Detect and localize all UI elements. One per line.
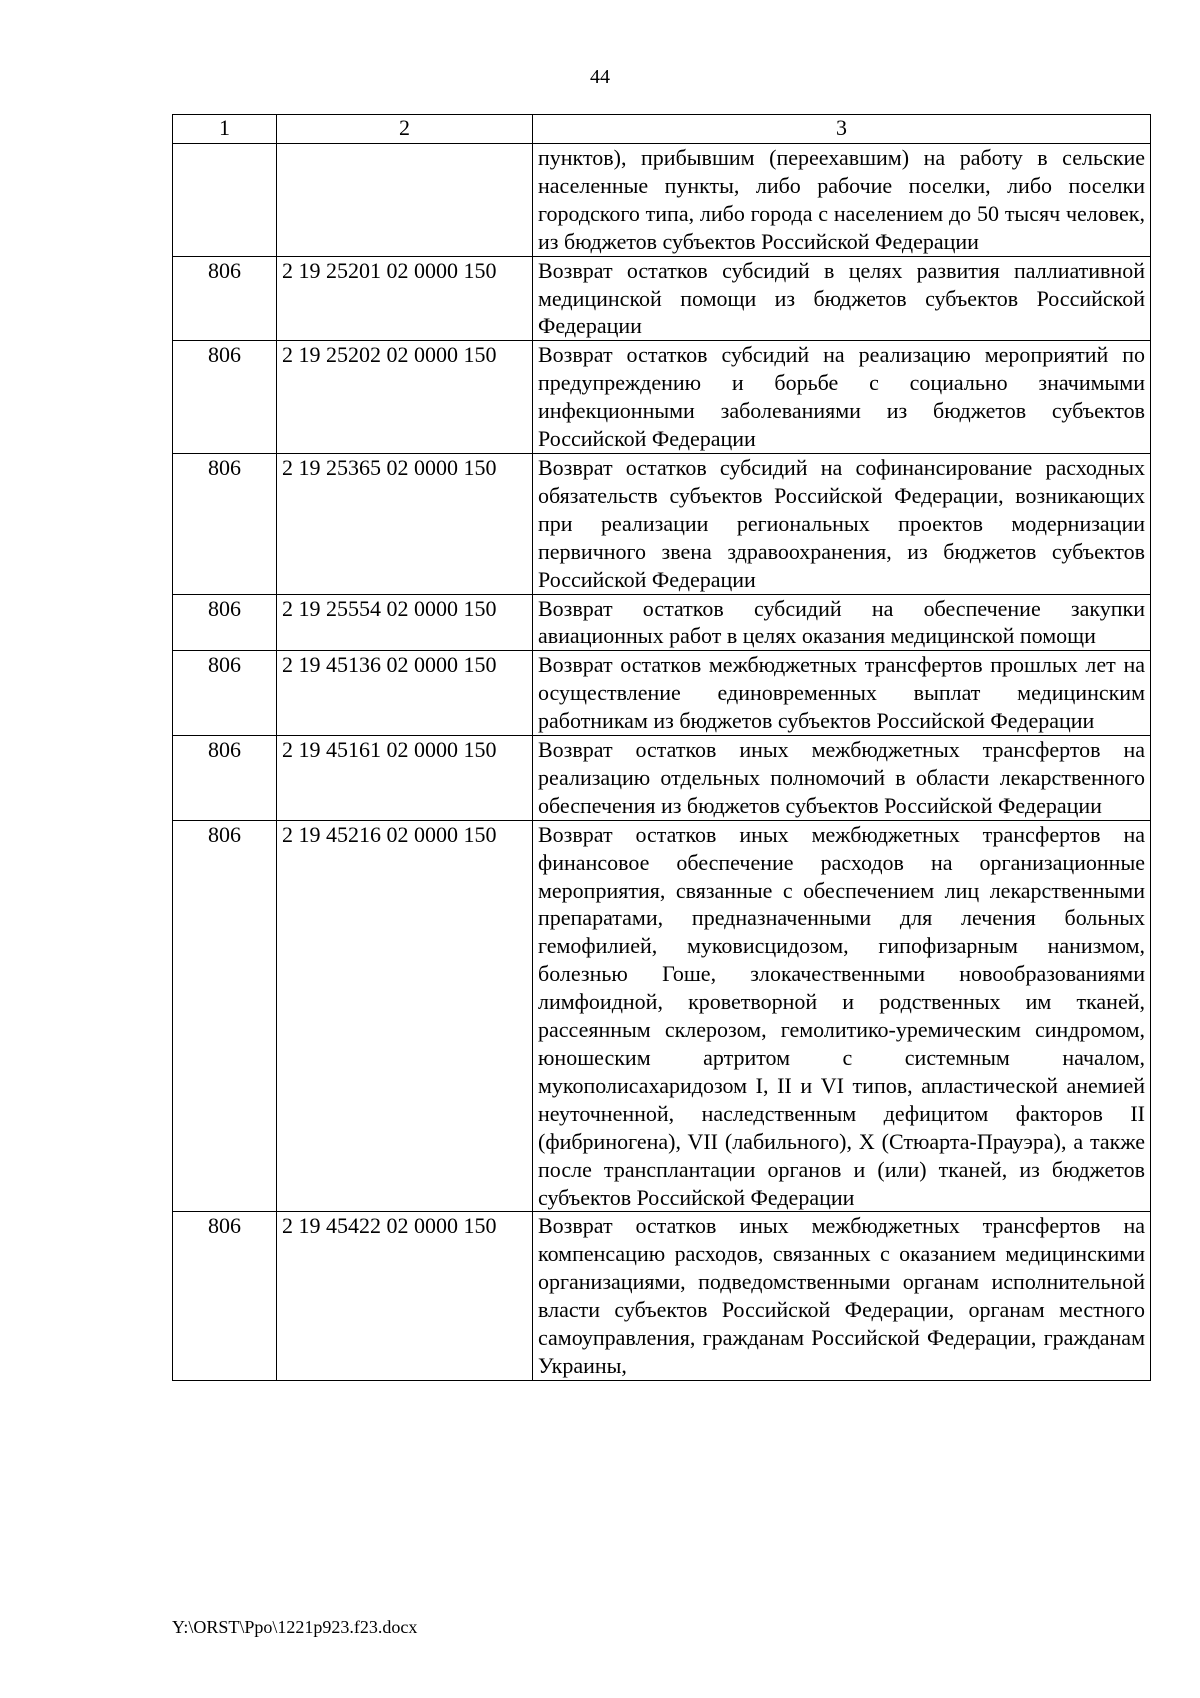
budget-code-cell: 2 19 25554 02 0000 150 bbox=[277, 594, 533, 651]
income-name-cell: Возврат остатков субсидий на реализацию мероприятий по предупреждению и борьбе с социально значимыми инфекционными заболеваниями из бюджетов субъектов Российской Федерации bbox=[533, 341, 1151, 454]
income-name-cell: Возврат остатков субсидий на обеспечение закупки авиационных работ в целях оказания медицинской помощи bbox=[533, 594, 1151, 651]
budget-code-cell: 2 19 25202 02 0000 150 bbox=[277, 341, 533, 454]
admin-code-cell: 806 bbox=[173, 651, 277, 736]
column-header-admin: 1 bbox=[173, 115, 277, 144]
income-codes-table bbox=[172, 114, 1151, 1381]
table-row bbox=[173, 651, 1151, 736]
column-header-code: 2 bbox=[277, 115, 533, 144]
document-file-path: Y:\ORST\Ppo\1221p923.f23.docx bbox=[172, 1617, 418, 1637]
table-row bbox=[173, 820, 1151, 1212]
budget-code-cell: 2 19 45216 02 0000 150 bbox=[277, 820, 533, 1212]
admin-code-cell bbox=[173, 144, 277, 257]
admin-code-cell: 806 bbox=[173, 1212, 277, 1380]
income-name-cell: Возврат остатков иных межбюджетных трансфертов на компенсацию расходов, связанных с оказанием медицинскими организациями, подведомственными органам исполнительной власти субъектов Российской Федерации, органам местного самоуправления, гражданам Российской Федерации, гражданам Украины, bbox=[533, 1212, 1151, 1380]
admin-code-cell: 806 bbox=[173, 820, 277, 1212]
table-row bbox=[173, 1212, 1151, 1380]
table-row bbox=[173, 736, 1151, 821]
admin-code-cell: 806 bbox=[173, 256, 277, 341]
income-name-cell: Возврат остатков субсидий на софинансирование расходных обязательств субъектов Российской Федерации, возникающих при реализации региональных проектов модернизации первичного звена здравоохранения, из бюджетов субъектов Российской Федерации bbox=[533, 453, 1151, 594]
table-row bbox=[173, 594, 1151, 651]
income-name-cell: Возврат остатков иных межбюджетных трансфертов на финансовое обеспечение расходов на организационные мероприятия, связанные с обеспечением лиц лекарственными препаратами, предназначенными для лечения больных гемофилией, муковисцидозом, гипофизарным нанизмом, болезнью Гоше, злокачественными новообразованиями лимфоидной, кроветворной и родственных им тканей, рассеянным склерозом, гемолитико-уремическим синдромом, юношеским артритом с системным началом, мукополисахаридозом I, II и VI типов, апластической анемией неуточненной, наследственным дефицитом факторов II (фибриногена), VII (лабильного), X (Стюарта-Прауэра), а также после трансплантации органов и (или) тканей, из бюджетов субъектов Российской Федерации bbox=[533, 820, 1151, 1212]
column-header-name: 3 bbox=[533, 115, 1151, 144]
income-name-cell: Возврат остатков иных межбюджетных трансфертов на реализацию отдельных полномочий в области лекарственного обеспечения из бюджетов субъектов Российской Федерации bbox=[533, 736, 1151, 821]
table-row bbox=[173, 144, 1151, 257]
table-row bbox=[173, 256, 1151, 341]
table-row bbox=[173, 453, 1151, 594]
admin-code-cell: 806 bbox=[173, 453, 277, 594]
budget-code-cell: 2 19 25365 02 0000 150 bbox=[277, 453, 533, 594]
budget-code-cell: 2 19 45136 02 0000 150 bbox=[277, 651, 533, 736]
income-name-cell: Возврат остатков субсидий в целях развития паллиативной медицинской помощи из бюджетов субъектов Российской Федерации bbox=[533, 256, 1151, 341]
income-name-cell: Возврат остатков межбюджетных трансфертов прошлых лет на осуществление единовременных выплат медицинским работникам из бюджетов субъектов Российской Федерации bbox=[533, 651, 1151, 736]
table-row bbox=[173, 341, 1151, 454]
income-name-cell: пунктов), прибывшим (переехавшим) на работу в сельские населенные пункты, либо рабочие поселки, либо поселки городского типа, либо города с населением до 50 тысяч человек, из бюджетов субъектов Российской Федерации bbox=[533, 144, 1151, 257]
admin-code-cell: 806 bbox=[173, 736, 277, 821]
table-header-row bbox=[173, 115, 1151, 144]
admin-code-cell: 806 bbox=[173, 341, 277, 454]
budget-code-cell bbox=[277, 144, 533, 257]
budget-code-cell: 2 19 45161 02 0000 150 bbox=[277, 736, 533, 821]
page-number: 44 bbox=[590, 66, 610, 88]
admin-code-cell: 806 bbox=[173, 594, 277, 651]
budget-code-cell: 2 19 25201 02 0000 150 bbox=[277, 256, 533, 341]
budget-code-cell: 2 19 45422 02 0000 150 bbox=[277, 1212, 533, 1380]
